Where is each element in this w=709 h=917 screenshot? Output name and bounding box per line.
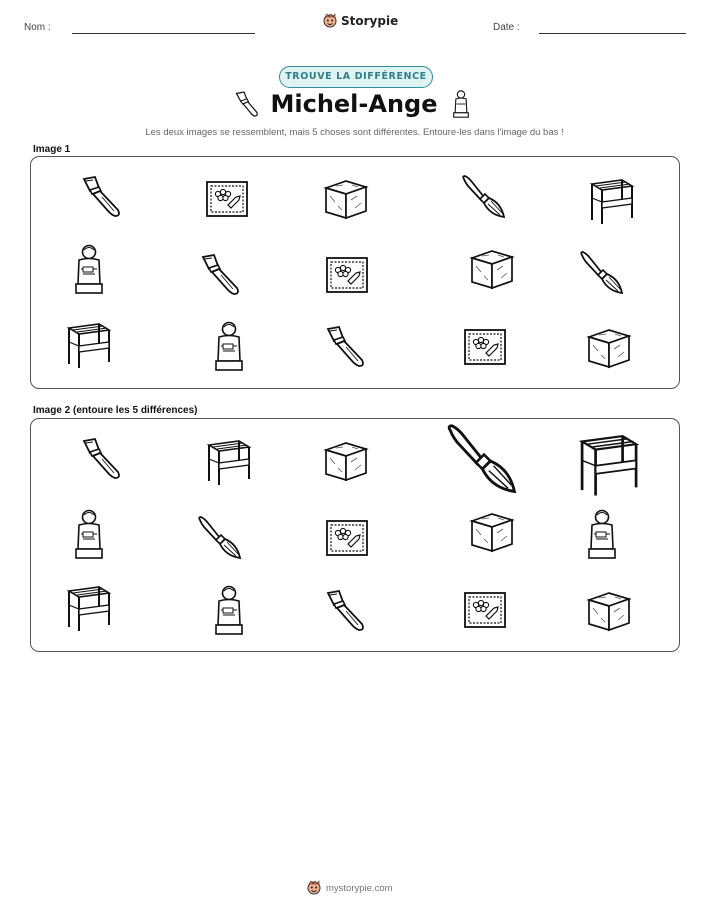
image1-fresco-panel-icon	[462, 327, 508, 367]
image2-scaffold-icon[interactable]	[574, 428, 644, 498]
image1-statue-icon	[71, 243, 107, 297]
activity-badge: TROUVE LA DIFFÉRENCE	[279, 66, 433, 88]
image1-paintbrush-icon	[460, 173, 510, 223]
image2-scaffold-icon[interactable]	[203, 435, 255, 487]
image1-label: Image 1	[33, 144, 71, 155]
image1-paintbrush-icon	[578, 249, 628, 299]
image1-chisel-icon	[197, 251, 245, 299]
image2-chisel-icon[interactable]	[78, 435, 126, 483]
title-statue-icon	[450, 89, 472, 124]
image1-fresco-panel-icon	[204, 179, 250, 219]
page-title: Michel-Ange	[270, 90, 438, 118]
image2-paintbrush-icon[interactable]	[196, 514, 246, 564]
image1-scaffold-icon	[586, 174, 638, 226]
storypie-logo-icon	[323, 13, 337, 29]
name-field[interactable]	[72, 33, 255, 34]
image2-label: Image 2 (entoure les 5 différences)	[33, 405, 198, 416]
image1-chisel-icon	[322, 323, 370, 371]
date-field[interactable]	[539, 33, 686, 34]
image2-fresco-panel-icon[interactable]	[324, 518, 370, 558]
image2-marble-block-icon[interactable]	[321, 438, 371, 484]
date-label: Date :	[493, 22, 520, 33]
image2-statue-icon[interactable]	[71, 508, 107, 562]
image2-chisel-icon[interactable]	[322, 587, 370, 635]
image1-fresco-panel-icon	[324, 255, 370, 295]
brand-name: Storypie	[341, 14, 399, 28]
brand	[323, 13, 398, 29]
image2-statue-icon[interactable]	[584, 508, 620, 562]
image2-marble-block-icon[interactable]	[467, 509, 517, 555]
name-label: Nom :	[24, 22, 51, 33]
image1-marble-block-icon	[584, 325, 634, 371]
image2-statue-icon[interactable]	[211, 584, 247, 638]
image2-marble-block-icon[interactable]	[584, 588, 634, 634]
image1-scaffold-icon	[63, 318, 115, 370]
image1-statue-icon	[211, 320, 247, 374]
storypie-logo-icon	[307, 880, 321, 896]
image2-fresco-panel-icon[interactable]	[462, 590, 508, 630]
image1-marble-block-icon	[467, 246, 517, 292]
instructions: Les deux images se ressemblent, mais 5 choses sont différentes. Entoure-les dans l'image du bas !	[145, 127, 564, 138]
image2-paintbrush-icon[interactable]	[444, 421, 524, 501]
image1-marble-block-icon	[321, 176, 371, 222]
image2-scaffold-icon[interactable]	[63, 581, 115, 633]
footer	[307, 880, 393, 896]
footer-site: mystorypie.com	[326, 882, 393, 894]
image1-chisel-icon	[78, 173, 126, 221]
